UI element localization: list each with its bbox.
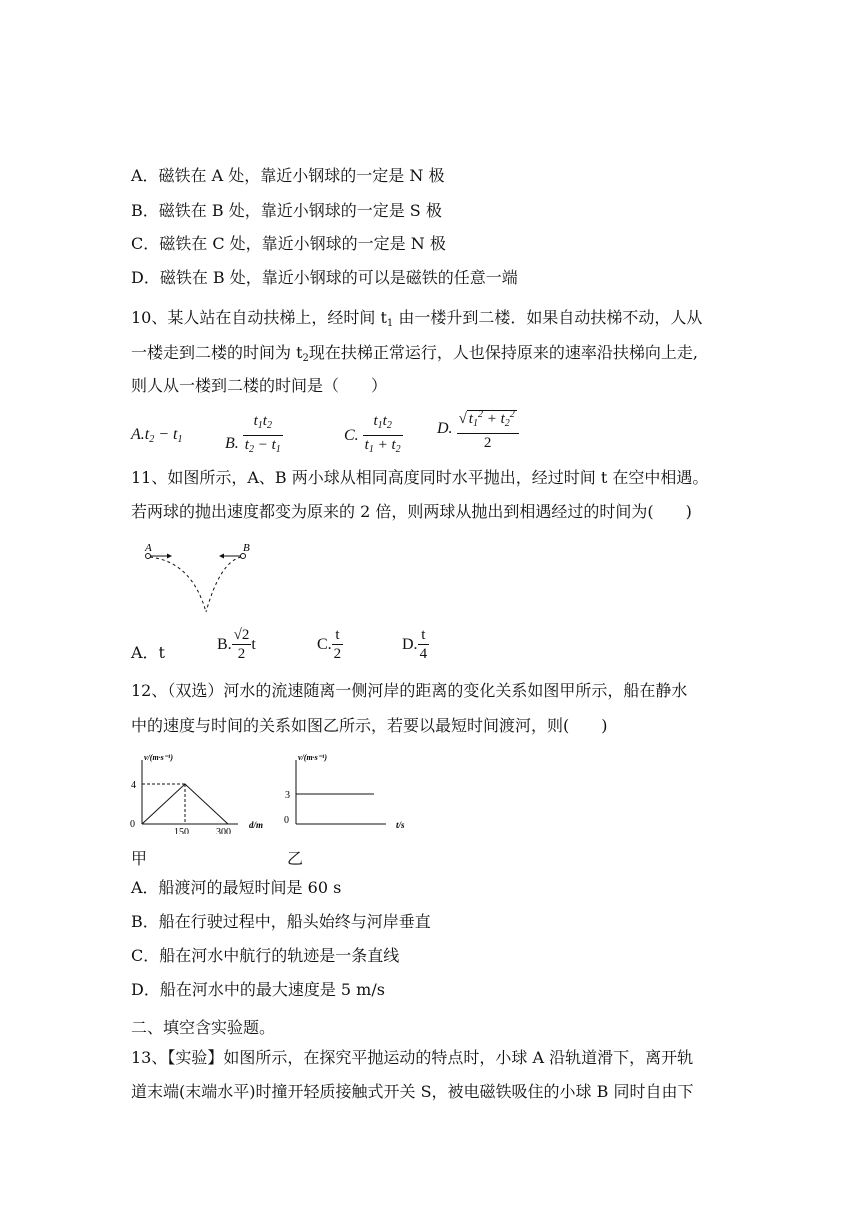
ball-b xyxy=(241,554,246,559)
q11-option-d: D. $\frac{t}{4}$ xyxy=(402,627,428,662)
chart-jia-xtick-150: 150 xyxy=(174,827,189,834)
q11-label-a: A xyxy=(145,542,152,554)
q9-option-c: C．磁铁在 C 处，靠近小钢球的一定是 N 极 xyxy=(131,234,446,253)
q12-stem-line2: 中的速度与时间的关系如图乙所示，若要以最短时间渡河，则( ) xyxy=(131,716,608,735)
q12-stem-line1: 12、（双选）河水的流速随离一侧河岸的距离的变化关系如图甲所示，船在静水 xyxy=(131,681,688,700)
q10-option-b-fraction: $\frac{t_1t_2}{t_2 - t_1}$ xyxy=(244,413,281,455)
ball-b-arrowhead xyxy=(219,554,224,559)
q9-option-d: D．磁铁在 B 处，靠近小钢球的可以是磁铁的任意一端 xyxy=(131,268,518,287)
chart-jia-origin: 0 xyxy=(130,819,135,830)
chart-jia-caption: 甲 xyxy=(131,849,148,868)
q11-figure xyxy=(140,540,270,620)
chart-yi-caption: 乙 xyxy=(287,849,304,868)
q10-stem-line1: 10、某人站在自动扶梯上，经时间 $t_1$ 由一楼升到二楼．如果自动扶梯不动，人从 xyxy=(131,308,703,329)
q12-option-d: D．船在河水中的最大速度是 5 m/s xyxy=(131,980,385,999)
q11-option-a: A．t xyxy=(131,643,165,662)
chart-jia-ylabel: v/(m·s⁻¹) xyxy=(144,753,174,762)
section-heading: 二、填空含实验题。 xyxy=(131,1018,276,1037)
chart-jia xyxy=(128,750,278,834)
q9-option-a: A．磁铁在 A 处，靠近小钢球的一定是 N 极 xyxy=(131,166,445,185)
q11-label-b: B xyxy=(243,542,250,554)
ball-a xyxy=(146,554,151,559)
q10-option-b: B. $\frac{t_1t_2}{t_2 - t_1}$ xyxy=(225,412,283,459)
q12-option-a: A．船渡河的最短时间是 60 s xyxy=(131,878,342,897)
trajectory-a xyxy=(150,557,206,612)
q10-option-d-fraction: $\frac{√ t_1^2 + t_2^2}{2}$ xyxy=(457,406,519,452)
chart-yi xyxy=(282,750,422,834)
ball-a-arrowhead xyxy=(167,554,172,559)
q10-option-d: D. $\frac{√ t_1^2 + t_2^2}{2}$ xyxy=(437,406,519,452)
chart-jia-xtick-300: 300 xyxy=(216,827,231,834)
q10-option-c: C. $\frac{t_1t_2}{t_1 + t_2}$ xyxy=(344,412,403,459)
trajectory-b xyxy=(206,557,241,612)
q9-option-b: B．磁铁在 B 处，靠近小钢球的一定是 S 极 xyxy=(131,201,442,220)
q11-stem-line2: 若两球的抛出速度都变为原来的 2 倍，则两球从抛出到相遇经过的时间为( ) xyxy=(131,502,692,521)
q10-options xyxy=(131,409,551,462)
q11-options xyxy=(131,626,451,670)
q10-option-a: $A.t_2 - t_1$ xyxy=(131,426,183,445)
chart-jia-xlabel: d/m xyxy=(249,820,264,830)
q13-stem-line1: 13、【实验】如图所示，在探究平抛运动的特点时，小球 A 沿轨道滑下，离开轨 xyxy=(131,1048,694,1067)
chart-yi-ytick: 3 xyxy=(285,790,290,801)
q12-option-b: B．船在行驶过程中，船头始终与河岸垂直 xyxy=(131,912,431,931)
q11-option-b: B. $\frac{√2}{2}$ t xyxy=(217,627,256,662)
chart-jia-ytick: 4 xyxy=(131,780,136,791)
chart-yi-origin: 0 xyxy=(284,815,289,826)
q12-option-c: C．船在河水中航行的轨迹是一条直线 xyxy=(131,946,400,965)
q13-stem-line2: 道末端(末端水平)时撞开轻质接触式开关 S，被电磁铁吸住的小球 B 同时自由下 xyxy=(131,1082,694,1101)
q11-stem-line1: 11、如图所示，A、B 两小球从相同高度同时水平抛出，经过时间 t 在空中相遇。 xyxy=(131,468,709,487)
q10-stem-line2: 一楼走到二楼的时间为 $t_2$现在扶梯正常运行，人也保持原来的速率沿扶梯向上走, xyxy=(131,343,698,364)
chart-yi-ylabel: v/(m·s⁻¹) xyxy=(298,753,328,762)
q10-stem-line3: 则人从一楼到二楼的时间是（ ） xyxy=(131,376,388,395)
q11-option-c: C. $\frac{t}{2}$ xyxy=(317,627,342,662)
q10-option-c-fraction: $\frac{t_1t_2}{t_1 + t_2}$ xyxy=(364,413,401,455)
chart-yi-xlabel: t/s xyxy=(396,820,405,830)
